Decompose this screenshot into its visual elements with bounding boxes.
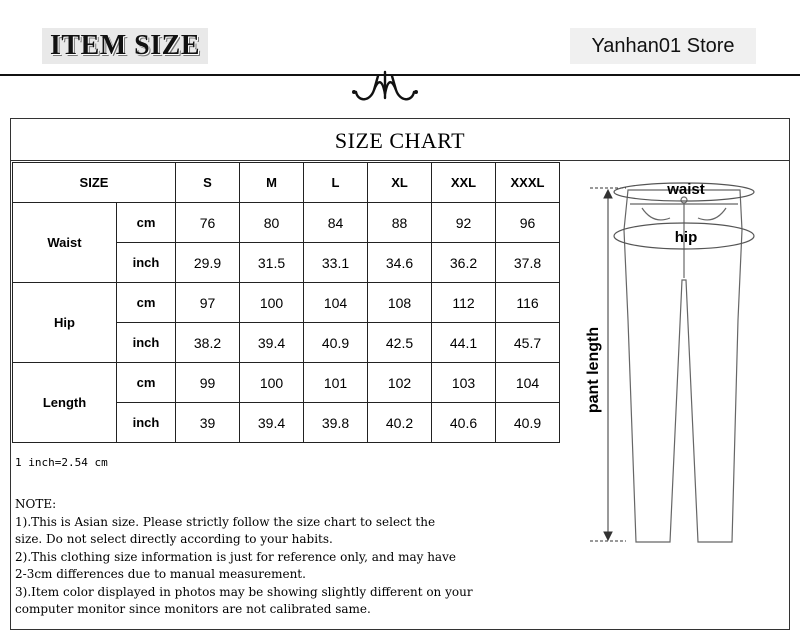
table-cell: 96 [496,203,560,243]
note-line: computer monitor since monitors are not calibrated same. [15,602,371,616]
table-cell: 36.2 [432,243,496,283]
size-col-header: M [240,163,304,203]
unit-label: inch [117,243,176,283]
table-cell: 80 [240,203,304,243]
table-row [13,363,560,403]
table-cell: 40.9 [496,403,560,443]
table-cell: 45.7 [496,323,560,363]
unit-label: cm [117,203,176,243]
pant-length-label: pant length [585,326,602,414]
table-cell: 40.9 [304,323,368,363]
table-cell: 37.8 [496,243,560,283]
size-header-cell: SIZE [13,163,176,203]
table-cell: 33.1 [304,243,368,283]
size-chart-title: SIZE CHART [334,128,466,153]
table-cell: 100 [240,283,304,323]
notes-block [15,496,560,619]
note-line: 2).This clothing size information is just for reference only, and may have [15,549,456,564]
table-cell: 104 [496,363,560,403]
table-cell: 100 [240,363,304,403]
size-col-header: XXXL [496,163,560,203]
note-line: 2-3cm differences due to manual measurement. [15,567,306,581]
ornament-icon [348,68,422,104]
table-cell: 101 [304,363,368,403]
table-cell: 116 [496,283,560,323]
note-line: size. Do not select directly according to your habits. [15,532,333,546]
table-cell: 39.8 [304,403,368,443]
note-line: 3).Item color displayed in photos may be showing slightly different on your [15,584,473,599]
table-cell: 39 [176,403,240,443]
row-category-label: Hip [13,283,117,363]
table-cell: 104 [304,283,368,323]
table-cell: 31.5 [240,243,304,283]
table-cell: 112 [432,283,496,323]
unit-label: inch [117,403,176,443]
table-cell: 39.4 [240,323,304,363]
table-cell: 102 [368,363,432,403]
table-row [13,203,560,243]
table-header-row [13,163,560,203]
table-cell: 44.1 [432,323,496,363]
table-cell: 40.6 [432,403,496,443]
unit-label: cm [117,283,176,323]
size-col-header: XXL [432,163,496,203]
size-col-header: XL [368,163,432,203]
title-divider [10,160,790,161]
table-cell: 92 [432,203,496,243]
size-col-header: S [176,163,240,203]
row-category-label: Waist [13,203,117,283]
table-cell: 39.4 [240,403,304,443]
size-col-header: L [304,163,368,203]
store-name-label: Yanhan01 Store [570,28,756,64]
hip-label: hip [674,229,698,246]
table-cell: 76 [176,203,240,243]
table-cell: 99 [176,363,240,403]
table-cell: 84 [304,203,368,243]
table-cell: 38.2 [176,323,240,363]
table-cell: 42.5 [368,323,432,363]
item-size-title: ITEM SIZE [42,28,208,64]
unit-label: cm [117,363,176,403]
unit-label: inch [117,323,176,363]
size-table [12,162,560,443]
table-cell: 103 [432,363,496,403]
table-cell: 34.6 [368,243,432,283]
table-cell: 108 [368,283,432,323]
table-cell: 40.2 [368,403,432,443]
row-category-label: Length [13,363,117,443]
table-cell: 88 [368,203,432,243]
note-line: NOTE: [15,497,57,511]
table-cell: 97 [176,283,240,323]
note-line: 1).This is Asian size. Please strictly follow the size chart to select the [15,514,436,529]
unit-conversion-note: 1 inch=2.54 cm [15,456,108,469]
waist-label: waist [667,181,705,198]
pants-diagram [570,170,780,550]
table-row [13,283,560,323]
table-cell: 29.9 [176,243,240,283]
